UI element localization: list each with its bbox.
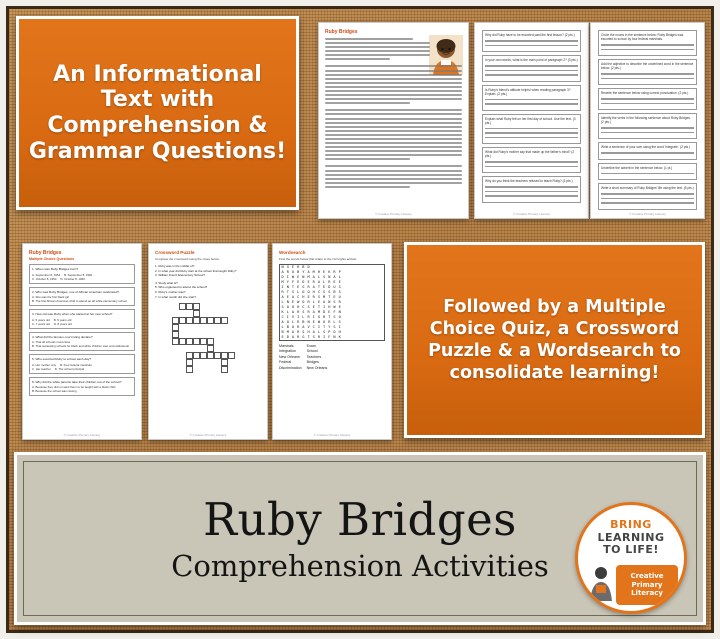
wordsearch-cell[interactable]: H <box>338 330 341 334</box>
wordsearch-cell[interactable]: A <box>333 275 336 279</box>
wordsearch-cell[interactable]: D <box>307 265 310 269</box>
wordsearch-cell[interactable]: O <box>323 320 326 324</box>
wordsearch-cell[interactable]: B <box>302 265 305 269</box>
wordsearch-cell[interactable]: A <box>291 295 295 299</box>
wordsearch-cell[interactable]: N <box>328 275 331 279</box>
wordsearch-cell[interactable]: W <box>291 275 295 279</box>
wordsearch-cell[interactable]: G <box>302 285 305 289</box>
wordsearch-word: New Orleans <box>306 365 328 370</box>
wordsearch-cell[interactable]: U <box>338 295 341 299</box>
wordsearch-cell[interactable]: A <box>323 300 326 304</box>
wordsearch-cell[interactable]: E <box>338 305 341 309</box>
question-block <box>482 176 581 203</box>
wordsearch-cell[interactable]: M <box>312 270 315 274</box>
mc-option[interactable]: A. 5 years old <box>32 317 50 322</box>
question-prompt: What did Ruby's mother say that made up the father's mind? (2 pts.) <box>485 150 575 158</box>
mc-option[interactable]: A. That all schools must close <box>32 340 71 344</box>
wordsearch-cell[interactable]: R <box>312 280 315 284</box>
wordsearch-cell[interactable]: S <box>302 330 305 334</box>
mc-option[interactable]: A. She was the first black girl <box>32 295 70 299</box>
wordsearch-word: School <box>306 349 318 354</box>
wordsearch-cell[interactable]: E <box>281 335 284 339</box>
wordsearch-cell[interactable]: A <box>312 285 315 289</box>
mc-option[interactable]: C. Her teacher <box>32 366 51 371</box>
question-block <box>482 55 581 82</box>
wordsearch-cell[interactable]: S <box>302 310 305 314</box>
wordsearch-cell[interactable]: I <box>286 315 289 319</box>
wordsearch-cell[interactable]: A <box>291 335 295 339</box>
wordsearch-cell[interactable]: E <box>297 285 300 289</box>
wordsearch-cell[interactable]: E <box>333 280 336 284</box>
wordsearch-words-column-2 <box>307 344 328 371</box>
preview-page-multiple-choice[interactable] <box>22 243 142 440</box>
page-title: Ruby Bridges <box>203 492 517 546</box>
mc-question-block <box>29 332 135 352</box>
mc-page-subtitle: Multiple Choice Questions <box>29 257 75 261</box>
wordsearch-cell[interactable]: V <box>291 315 295 319</box>
wordsearch-cell[interactable]: R <box>307 310 310 314</box>
wordsearch-cell[interactable]: T <box>328 315 331 319</box>
wordsearch-cell[interactable]: A <box>281 295 284 299</box>
crossword-grid[interactable] <box>165 303 251 379</box>
wordsearch-cell[interactable]: L <box>281 325 284 329</box>
wordsearch-cell[interactable]: S <box>323 275 326 279</box>
wordsearch-cell[interactable]: T <box>317 305 320 309</box>
wordsearch-cell[interactable]: R <box>328 320 331 324</box>
mc-option[interactable]: B. That separating schools for black and white children was unconstitutional <box>32 344 129 348</box>
wordsearch-cell[interactable]: L <box>286 310 289 314</box>
wordsearch-cell[interactable]: K <box>338 335 341 339</box>
crossword-page-footer: © Creative Primary Literacy <box>189 433 227 437</box>
wordsearch-cell[interactable]: K <box>328 270 331 274</box>
wordsearch-word: Bridges <box>306 360 319 365</box>
wordsearch-cell[interactable]: P <box>338 270 341 274</box>
wordsearch-cell[interactable]: F <box>328 335 331 339</box>
mc-question-block <box>29 309 135 329</box>
wordsearch-cell[interactable]: R <box>281 290 284 294</box>
question-page-1-footer: © Creative Primary Literacy <box>513 212 550 216</box>
wordsearch-cell[interactable]: N <box>338 310 341 314</box>
wordsearch-cell[interactable]: L <box>317 330 320 334</box>
wordsearch-cell[interactable]: S <box>333 315 336 319</box>
wordsearch-cell[interactable]: R <box>297 265 300 269</box>
wordsearch-cell[interactable]: U <box>333 285 336 289</box>
wordsearch-cell[interactable]: T <box>317 285 320 289</box>
question-block <box>482 30 581 52</box>
wordsearch-cell[interactable]: B <box>281 330 284 334</box>
wordsearch-cell[interactable]: E <box>297 275 300 279</box>
wordsearch-cell[interactable]: N <box>302 275 305 279</box>
wordsearch-cell[interactable]: H <box>297 305 300 309</box>
wordsearch-cell[interactable]: H <box>302 295 305 299</box>
wordsearch-cell[interactable]: N <box>328 300 331 304</box>
wordsearch-cell[interactable]: N <box>286 300 289 304</box>
wordsearch-cell[interactable]: N <box>333 335 336 339</box>
mc-page-title: Ruby Bridges <box>29 250 62 256</box>
wordsearch-cell[interactable]: D <box>302 280 305 284</box>
question-block <box>482 114 581 145</box>
wordsearch-word: Teachers <box>306 354 322 359</box>
crossword-page-title: Crossword Puzzle <box>155 250 195 255</box>
wordsearch-cell[interactable]: B <box>286 325 289 329</box>
wordsearch-cell[interactable]: S <box>328 290 331 294</box>
wordsearch-cell[interactable]: A <box>281 270 284 274</box>
wordsearch-cell[interactable]: O <box>307 290 310 294</box>
wordsearch-cell[interactable]: Y <box>286 280 289 284</box>
wordsearch-cell[interactable]: L <box>291 320 295 324</box>
wordsearch-cell[interactable]: A <box>312 275 315 279</box>
wordsearch-cell[interactable]: N <box>286 285 289 289</box>
logo-line-2: LEARNING <box>597 531 665 544</box>
wordsearch-cell[interactable]: L <box>323 280 326 284</box>
wordsearch-cell[interactable]: L <box>333 320 336 324</box>
wordsearch-cell[interactable]: R <box>328 280 331 284</box>
wordsearch-cell[interactable]: I <box>323 335 326 339</box>
wordsearch-cell[interactable]: A <box>317 280 320 284</box>
wordsearch-instruction: Find the words below that relate to the civil rights activist. <box>279 257 358 261</box>
wordsearch-cell[interactable]: W <box>317 320 320 324</box>
wordsearch-cell[interactable]: A <box>291 310 295 314</box>
wordsearch-cell[interactable]: S <box>333 300 336 304</box>
wordsearch-word: Discrimination <box>279 365 302 370</box>
preview-page-crossword[interactable] <box>148 243 268 440</box>
wordsearch-cell[interactable]: Y <box>328 325 331 329</box>
wordsearch-cell[interactable]: O <box>302 300 305 304</box>
wordsearch-cell[interactable]: E <box>338 280 341 284</box>
brand-logo <box>575 502 687 614</box>
grammar-question-block <box>598 163 697 181</box>
wordsearch-cell[interactable]: S <box>338 285 341 289</box>
wordsearch-cell[interactable]: R <box>297 335 300 339</box>
question-prompt: Identify the verbs in the following sentence about Ruby Bridges. (2 pts.) <box>601 116 691 124</box>
mc-question-prompt: 4. What did the famous court ruling declare? <box>32 334 93 339</box>
question-prompt: Why did Ruby have to be escorted past the first lesson? (2 pts.) <box>485 33 575 37</box>
wordsearch-cell[interactable]: C <box>281 315 284 319</box>
wordsearch-cell[interactable]: T <box>323 325 326 329</box>
wordsearch-cell[interactable]: I <box>312 315 315 319</box>
wordsearch-cell[interactable]: U <box>291 270 295 274</box>
wordsearch-cell[interactable]: S <box>291 290 295 294</box>
wordsearch-cell[interactable]: S <box>317 295 320 299</box>
logo-badge: Creative Primary Literacy <box>616 565 678 605</box>
wordsearch-cell[interactable]: C <box>312 325 315 329</box>
wordsearch-word: Marshals <box>279 344 294 348</box>
wordsearch-cell[interactable]: L <box>281 300 284 304</box>
wordsearch-cell[interactable]: D <box>286 335 289 339</box>
wordsearch-cell[interactable]: O <box>291 305 295 309</box>
text-page-footer: © Creative Primary Literacy <box>375 212 412 216</box>
grammar-question-block <box>598 142 697 160</box>
mc-question-block <box>29 264 135 284</box>
wordsearch-cell[interactable]: A <box>307 270 310 274</box>
logo-child-icon <box>586 565 616 601</box>
mc-option[interactable]: B. September 8, 1960 <box>64 272 93 277</box>
wordsearch-cell[interactable]: H <box>312 290 315 294</box>
wordsearch-cell[interactable]: T <box>291 285 295 289</box>
wordsearch-cell[interactable]: G <box>286 265 289 269</box>
wordsearch-cell[interactable]: H <box>297 310 300 314</box>
wordsearch-cell[interactable]: C <box>302 305 305 309</box>
mc-question-block <box>29 287 135 307</box>
wordsearch-cell[interactable]: R <box>307 315 310 319</box>
wordsearch-cell[interactable]: R <box>307 300 310 304</box>
wordsearch-cell[interactable]: E <box>328 310 331 314</box>
wordsearch-cell[interactable]: R <box>297 325 300 329</box>
wordsearch-cell[interactable]: M <box>323 295 326 299</box>
mc-option[interactable]: B. The first African American child to attend an all white elementary school <box>32 299 127 303</box>
wordsearch-word: Exam <box>306 344 316 348</box>
wordsearch-word: Integration <box>279 349 296 354</box>
wordsearch-cell[interactable]: E <box>312 320 315 324</box>
wordsearch-cell[interactable]: H <box>328 305 331 309</box>
crossword-instruction: Complete the crossword using the clues below. <box>155 257 220 261</box>
text-page-title: Ruby Bridges <box>325 29 358 35</box>
mc-option[interactable]: D. The school principal <box>54 366 85 371</box>
wordsearch-cell[interactable]: R <box>317 335 320 339</box>
wordsearch-cell[interactable]: S <box>281 305 284 309</box>
wordsearch-cell[interactable]: E <box>312 305 315 309</box>
wordsearch-cell[interactable]: T <box>328 295 331 299</box>
wordsearch-cell[interactable]: N <box>281 265 284 269</box>
wordsearch-cell[interactable]: E <box>323 285 326 289</box>
wordsearch-cell[interactable]: A <box>312 330 315 334</box>
wordsearch-cell[interactable]: M <box>317 310 320 314</box>
question-prompt: Underline the adverb in the sentence below. (1 pt.) <box>601 165 673 170</box>
wordsearch-cell[interactable]: S <box>333 325 336 329</box>
wordsearch-cell[interactable]: E <box>291 265 295 269</box>
wordsearch-cell[interactable]: S <box>323 290 326 294</box>
grammar-question-block <box>598 59 697 85</box>
wordsearch-cell[interactable]: D <box>323 310 326 314</box>
wordsearch-cell[interactable]: L <box>338 275 341 279</box>
wordsearch-cell[interactable]: B <box>302 320 305 324</box>
wordsearch-word: Federal <box>279 360 292 365</box>
question-prompt: Rewrite the sentence below using correct punctuation. (2 pts.) <box>601 91 689 95</box>
wordsearch-cell[interactable]: I <box>317 325 320 329</box>
wordsearch-cell[interactable]: O <box>333 330 336 334</box>
wordsearch-cell[interactable]: D <box>328 285 331 289</box>
wordsearch-cell[interactable]: F <box>333 310 336 314</box>
crossword-clue: 3. William Frantz Elementary School? <box>155 273 206 278</box>
wordsearch-cell[interactable]: V <box>307 325 310 329</box>
wordsearch-cell[interactable]: E <box>317 300 320 304</box>
question-prompt: Circle the nouns in the sentence below: Ruby Bridges was escorted to school by four federal marshals. <box>601 33 684 41</box>
wordsearch-cell[interactable]: P <box>328 330 331 334</box>
mc-question-block <box>29 354 135 374</box>
wordsearch-cell[interactable]: I <box>338 325 341 329</box>
wordsearch-cell[interactable]: O <box>286 320 289 324</box>
question-prompt: Is Ruby's friend's attitude helpful when reading paragraph 3? Explain. (2 pts.) <box>485 87 571 96</box>
wordsearch-word: New Orleans <box>279 354 300 359</box>
mc-question-prompt: 5. Who escorted Ruby to school each day? <box>32 357 91 361</box>
wordsearch-cell[interactable]: T <box>307 335 310 339</box>
page-subtitle: Comprehension Activities <box>171 548 549 583</box>
wordsearch-cell[interactable]: I <box>286 275 289 279</box>
wordsearch-cell[interactable]: E <box>286 295 289 299</box>
mc-option[interactable]: A. Because they did not want them to be taught with a black child <box>32 385 116 389</box>
wordsearch-page-title: Wordsearch <box>279 250 306 255</box>
mc-option[interactable]: C. October 8, 1954 <box>32 276 57 281</box>
grammar-question-block <box>598 88 697 110</box>
wordsearch-cell[interactable]: R <box>307 285 310 289</box>
mc-question-prompt: 2. Who was Ruby Bridges, one of African American celebrated? <box>32 289 120 294</box>
question-prompt: Explain what Ruby felt on her first day of school. Use the text. (3 pts.) <box>485 116 576 125</box>
mc-option[interactable]: B. Four federal marshals <box>60 362 92 367</box>
wordsearch-cell[interactable]: O <box>302 290 305 294</box>
wordsearch-cell[interactable]: N <box>307 320 310 324</box>
wordsearch-cell[interactable]: T <box>286 290 289 294</box>
wordsearch-cell[interactable]: I <box>297 315 300 319</box>
wordsearch-cell[interactable]: L <box>302 315 305 319</box>
wordsearch-cell[interactable]: C <box>297 295 300 299</box>
wordsearch-cell[interactable]: L <box>297 290 300 294</box>
wordsearch-cell[interactable]: R <box>338 300 341 304</box>
wordsearch-cell[interactable]: L <box>312 300 315 304</box>
wordsearch-cell[interactable]: K <box>281 310 284 314</box>
mc-option[interactable]: C. 7 years old <box>32 321 50 326</box>
wordsearch-cell[interactable]: H <box>317 270 320 274</box>
grammar-question-block <box>598 183 697 210</box>
wordsearch-cell[interactable]: W <box>297 300 300 304</box>
wordsearch-cell[interactable]: R <box>297 330 300 334</box>
wordsearch-cell[interactable]: H <box>307 330 310 334</box>
wordsearch-cell[interactable]: R <box>312 295 315 299</box>
mc-question-prompt: 1. When was Ruby Bridges born? <box>32 267 79 271</box>
wordsearch-cell[interactable]: I <box>323 305 326 309</box>
wordsearch-cell[interactable]: E <box>307 295 310 299</box>
wordsearch-cell[interactable]: R <box>333 270 336 274</box>
wordsearch-cell[interactable]: O <box>286 305 289 309</box>
wordsearch-cell[interactable]: M <box>281 280 284 284</box>
wordsearch-cell[interactable]: A <box>291 330 295 334</box>
wordsearch-cell[interactable]: E <box>291 300 295 304</box>
crossword-clue: 5. Who organised to attend the school? <box>155 285 208 290</box>
wordsearch-cell[interactable]: I <box>281 285 284 289</box>
preview-page-comprehension-questions[interactable] <box>474 22 589 219</box>
grammar-question-block <box>598 113 697 139</box>
mc-question-block <box>29 377 135 397</box>
logo-line-3: TO LIFE! <box>603 543 659 556</box>
wordsearch-cell[interactable]: R <box>297 320 300 324</box>
mc-option[interactable]: B. 6 years old <box>53 317 72 322</box>
wordsearch-cell[interactable]: E <box>307 280 310 284</box>
callout-right-text: Followed by a Multiple Choice Quiz, a Crossword Puzzle & a Wordsearch to consolidate learning! <box>428 296 681 384</box>
wordsearch-cell[interactable]: F <box>291 280 295 284</box>
crossword-clue: 4. Study what is? <box>155 280 178 285</box>
wordsearch-cell[interactable]: D <box>281 275 284 279</box>
preview-page-informational-text[interactable] <box>318 22 469 219</box>
wordsearch-cell[interactable]: C <box>317 290 320 294</box>
question-prompt: Write a sentence of your own using the word 'integrate'. (2 pts.) <box>601 145 691 149</box>
mc-option[interactable]: B. Because the school was closing <box>32 389 77 393</box>
wordsearch-cell[interactable]: M <box>307 275 310 279</box>
wordsearch-word-list <box>279 344 385 371</box>
wordsearch-cell[interactable]: E <box>333 295 336 299</box>
callout-quiz-crossword-wordsearch <box>404 242 705 438</box>
wordsearch-cell[interactable]: B <box>297 270 300 274</box>
wordsearch-cell[interactable]: B <box>333 290 336 294</box>
question-page-2-footer: © Creative Primary Literacy <box>629 212 666 216</box>
wordsearch-cell[interactable]: O <box>291 325 295 329</box>
crossword-clue: 7. In what month did she start? <box>155 294 197 299</box>
wordsearch-cell[interactable]: E <box>297 280 300 284</box>
logo-line-1: BRING <box>610 518 652 531</box>
wordsearch-cell[interactable]: O <box>338 315 341 319</box>
title-panel <box>14 452 706 625</box>
wordsearch-page-footer: © Creative Primary Literacy <box>313 433 351 437</box>
wordsearch-words-column-1 <box>279 344 302 371</box>
preview-page-grammar-questions[interactable] <box>590 22 705 219</box>
wordsearch-cell[interactable]: A <box>302 325 305 329</box>
wordsearch-cell[interactable]: H <box>323 315 326 319</box>
wordsearch-cell[interactable]: R <box>286 270 289 274</box>
wordsearch-cell[interactable]: L <box>317 275 320 279</box>
question-prompt: In your own words, what is the main point of paragraph 2? (3 pts.) <box>485 58 578 62</box>
callout-informational-text <box>16 16 299 210</box>
grammar-question-block <box>598 30 697 56</box>
mc-question-prompt: 6. Why did the white parents take their children out of the school? <box>32 379 122 384</box>
question-prompt: Add the adjective to describe the underlined word in the sentence below. (2 pts.) <box>601 62 694 70</box>
mc-option[interactable]: D. October 8, 1960 <box>60 276 85 281</box>
wordsearch-cell[interactable]: A <box>281 320 284 324</box>
mc-option[interactable]: D. 8 years old <box>53 321 72 326</box>
crossword-clue: 2. In what year did Ruby start at the school that taught Ruby? <box>155 268 237 273</box>
mc-option[interactable]: A. September 8, 1954 <box>32 272 61 277</box>
wordsearch-cell[interactable]: M <box>286 330 289 334</box>
question-block <box>482 85 581 111</box>
crossword-clue: 6. Ruby's mother was? <box>155 289 186 294</box>
wordsearch-cell[interactable]: S <box>307 305 310 309</box>
mc-option[interactable]: A. Her mother only <box>32 362 57 367</box>
question-block <box>482 147 581 173</box>
wordsearch-cell[interactable]: G <box>317 315 320 319</box>
callout-top-text: An Informational Text with Comprehension & Grammar Questions! <box>28 61 287 164</box>
wordsearch-cell[interactable]: Y <box>302 270 305 274</box>
question-prompt: Why do you think the teachers refused to teach Ruby? (3 pts.) <box>485 179 573 183</box>
wordsearch-cell[interactable]: S <box>312 335 315 339</box>
wordsearch-cell[interactable]: S <box>323 330 326 334</box>
preview-page-wordsearch[interactable] <box>272 243 392 440</box>
wordsearch-grid[interactable] <box>279 264 385 341</box>
wordsearch-cell[interactable]: S <box>338 290 341 294</box>
wordsearch-cell[interactable]: G <box>302 335 305 339</box>
wordsearch-cell[interactable]: E <box>323 270 326 274</box>
wordsearch-cell[interactable]: W <box>333 305 336 309</box>
mc-question-prompt: 3. How old was Ruby when she started at her new school? <box>32 312 113 316</box>
mc-page-footer: © Creative Primary Literacy <box>63 433 101 437</box>
crossword-clue: 1. Ruby was in the middle of? <box>155 264 195 268</box>
wordsearch-cell[interactable]: A <box>312 310 315 314</box>
wordsearch-cell[interactable]: S <box>338 320 341 324</box>
question-prompt: Write a short summary of Ruby Bridges' life using the text. (5 pts.) <box>601 186 694 190</box>
